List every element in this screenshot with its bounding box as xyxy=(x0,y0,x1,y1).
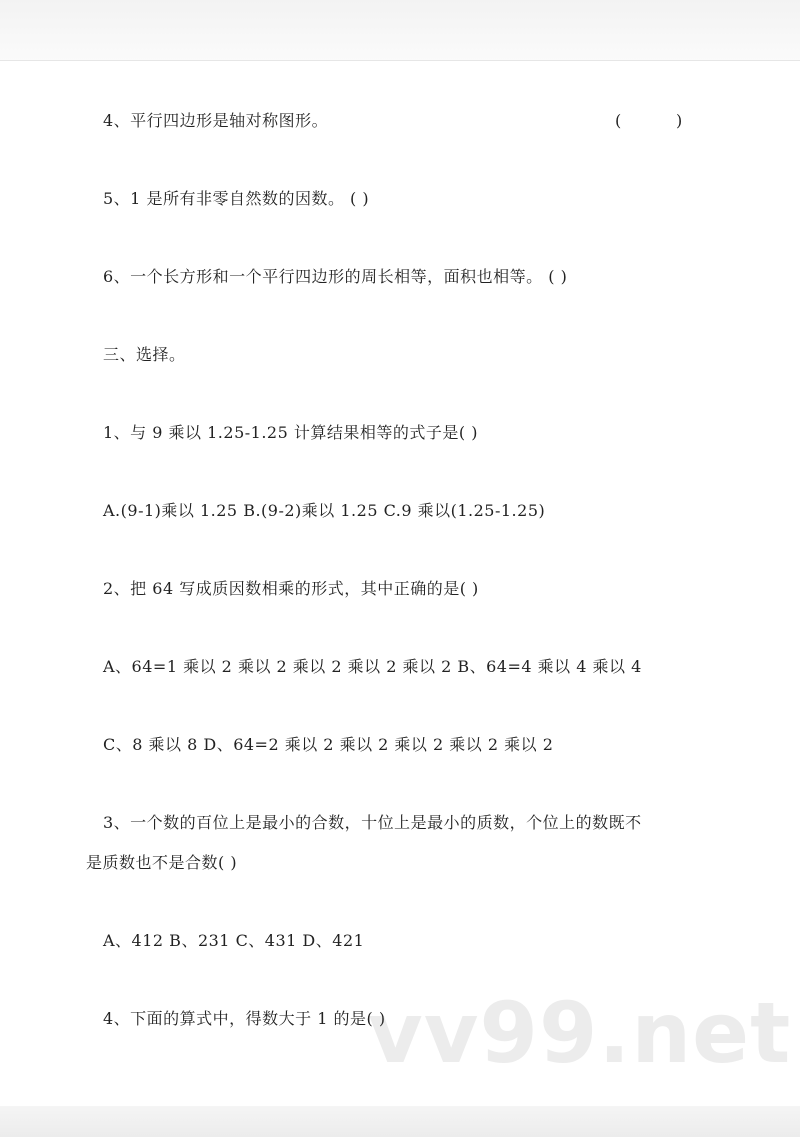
section-heading-choice: 三、选择。 xyxy=(103,345,186,364)
true-false-item-4: 4、平行四边形是轴对称图形。 xyxy=(103,111,329,130)
choice-question-3-line1: 3、一个数的百位上是最小的合数，十位上是最小的质数，个位上的数既不 xyxy=(103,813,642,832)
choice-question-3-line2: 是质数也不是合数( ) xyxy=(86,853,238,872)
true-false-item-6: 6、一个长方形和一个平行四边形的周长相等，面积也相等。 ( ) xyxy=(103,267,568,286)
choice-question-1: 1、与 9 乘以 1.25-1.25 计算结果相等的式子是( ) xyxy=(103,423,478,442)
answer-paren-open: ( xyxy=(615,111,622,130)
true-false-item-5: 5、1 是所有非零自然数的因数。 ( ) xyxy=(103,189,370,208)
answer-paren-close: ) xyxy=(676,111,683,130)
choice-question-2-options-line1: A、64=1 乘以 2 乘以 2 乘以 2 乘以 2 乘以 2 B、64=4 乘以 4 乘以 4 xyxy=(103,657,642,676)
choice-question-2-options-line2: C、8 乘以 8 D、64=2 乘以 2 乘以 2 乘以 2 乘以 2 乘以 2 xyxy=(103,735,554,754)
choice-question-1-options: A.(9-1)乘以 1.25 B.(9-2)乘以 1.25 C.9 乘以(1.25-1.25) xyxy=(103,501,546,520)
bottom-margin xyxy=(0,1106,800,1137)
choice-question-4: 4、下面的算式中，得数大于 1 的是( ) xyxy=(103,1009,386,1028)
choice-question-3-options: A、412 B、231 C、431 D、421 xyxy=(103,931,365,950)
top-margin xyxy=(0,0,800,62)
site-watermark: vv99.net xyxy=(368,984,792,1082)
choice-question-2: 2、把 64 写成质因数相乘的形式，其中正确的是( ) xyxy=(103,579,479,598)
